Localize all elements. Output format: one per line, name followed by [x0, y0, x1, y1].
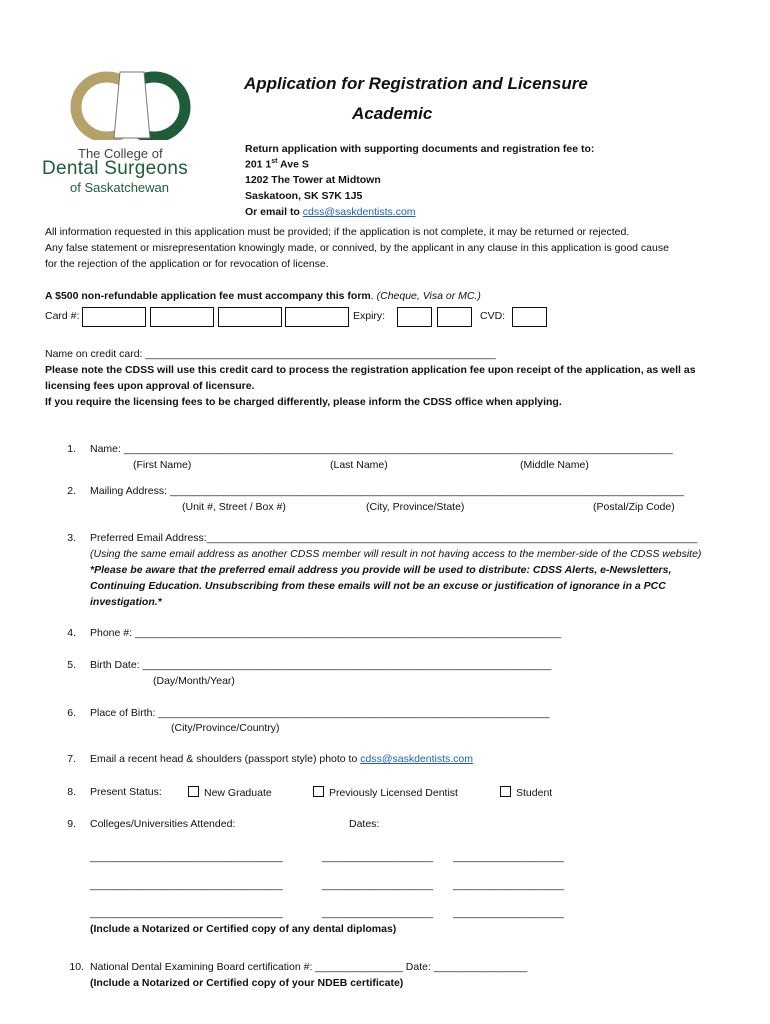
date-from-blank-2[interactable]: ___________________ — [322, 879, 433, 891]
place-of-birth-hint: (City/Province/Country) — [171, 722, 280, 734]
first-name-hint: (First Name) — [133, 459, 192, 471]
college-blank-2[interactable]: _________________________________ — [90, 879, 283, 891]
postal-code-hint: (Postal/Zip Code) — [593, 501, 675, 513]
colleges-label: Colleges/Universities Attended: — [90, 818, 236, 830]
fee-methods: (Cheque, Visa or MC.) — [376, 290, 481, 302]
preferred-email-field[interactable]: Preferred Email Address:____________________________________________________________________________________ — [90, 532, 698, 544]
credit-card-note-2: licensing fees upon approval of licensure. — [45, 380, 255, 392]
status-new-graduate[interactable] — [188, 786, 272, 799]
address-line-1-suffix: Ave S — [277, 158, 309, 171]
item-number-5: 5. — [67, 659, 76, 671]
college-blank-1[interactable]: _________________________________ — [90, 851, 283, 863]
intro-line-3: for the rejection of the application or for revocation of license. — [45, 258, 329, 270]
card-number-box-2[interactable] — [150, 307, 214, 327]
place-of-birth-field[interactable]: Place of Birth: ___________________________________________________________________ — [90, 707, 550, 719]
ndeb-certification-field[interactable]: National Dental Examining Board certification #: _______________ Date: ________________ — [90, 961, 528, 973]
birth-date-format-hint: (Day/Month/Year) — [153, 675, 235, 687]
status-student[interactable] — [500, 786, 552, 799]
fee-bold: A $500 non-refundable application fee must accompany this form — [45, 290, 371, 302]
card-label: Card #: — [45, 310, 80, 322]
item-number-9: 9. — [67, 818, 76, 830]
item-number-4: 4. — [67, 627, 76, 639]
logo-line3: of Saskatchewan — [70, 180, 170, 195]
address-line-1 — [245, 158, 309, 171]
city-province-hint: (City, Province/State) — [366, 501, 465, 513]
logo-line2: Dental Surgeons — [42, 158, 189, 179]
item-number-10: 10. — [69, 961, 84, 973]
address-line-2: 1202 The Tower at Midtown — [245, 174, 381, 186]
unit-street-hint: (Unit #, Street / Box #) — [182, 501, 286, 513]
item-number-1: 1. — [67, 443, 76, 455]
birth-date-field[interactable]: Birth Date: ______________________________________________________________________ — [90, 659, 552, 671]
item-number-6: 6. — [67, 707, 76, 719]
date-to-blank-3[interactable]: ___________________ — [453, 907, 564, 919]
intro-line-1: All information requested in this application must be provided; if the application is not complete, it may be returned or rejected. — [45, 226, 630, 238]
cvd-box[interactable] — [512, 307, 547, 327]
card-number-box-3[interactable] — [218, 307, 282, 327]
phone-field[interactable]: Phone #: _________________________________________________________________________ — [90, 627, 562, 639]
photo-instruction-text: Email a recent head & shoulders (passport style) photo to — [90, 753, 361, 765]
last-name-hint: (Last Name) — [330, 459, 388, 471]
logo-emblem — [70, 70, 192, 140]
credit-card-note-3: If you require the licensing fees to be charged differently, please inform the CDSS office when applying. — [45, 396, 562, 408]
new-graduate-label: New Graduate — [204, 787, 272, 799]
address-line-1-sup: st — [271, 158, 278, 165]
college-blank-3[interactable]: _________________________________ — [90, 907, 283, 919]
email-line — [245, 206, 416, 218]
name-on-card-field[interactable]: Name on credit card: ____________________________________________________________ — [45, 348, 496, 360]
email-note-2: *Please be aware that the preferred email address you provide will be used to distribute: CDSS Alerts, e-Newsletters, — [90, 564, 672, 576]
previously-licensed-label: Previously Licensed Dentist — [329, 787, 458, 799]
photo-instruction — [90, 753, 473, 765]
date-to-blank-2[interactable]: ___________________ — [453, 879, 564, 891]
card-number-box-1[interactable] — [82, 307, 146, 327]
expiry-month-box[interactable] — [397, 307, 432, 327]
ndeb-note: (Include a Notarized or Certified copy of your NDEB certificate) — [90, 977, 404, 989]
name-field[interactable]: Name: ______________________________________________________________________________________________ — [90, 443, 673, 455]
new-graduate-checkbox[interactable] — [188, 786, 199, 797]
card-number-box-4[interactable] — [285, 307, 349, 327]
email-note-4: investigation.* — [90, 596, 162, 608]
intro-line-2: Any false statement or misrepresentation knowingly made, or connived, by the applicant in any clause in this application is good cause — [45, 242, 669, 254]
email-link[interactable]: cdss@saskdentists.com — [302, 206, 416, 218]
email-note-3: Continuing Education. Unsubscribing from these emails will not be an excuse or justification of ignorance in a PCC — [90, 580, 666, 592]
expiry-label: Expiry: — [353, 310, 386, 322]
photo-email-link[interactable]: cdss@saskdentists.com — [360, 753, 474, 765]
cvd-label: CVD: — [480, 310, 506, 322]
address-line-3: Saskatoon, SK S7K 1J5 — [245, 190, 363, 202]
email-note-1: (Using the same email address as another CDSS member will result in not having access to the member-side of the CDSS website) — [90, 548, 702, 560]
mailing-address-field[interactable]: Mailing Address: ________________________________________________________________________________________ — [90, 485, 684, 497]
form-subtitle: Academic — [352, 104, 433, 123]
dates-label: Dates: — [349, 818, 380, 830]
middle-name-hint: (Middle Name) — [520, 459, 589, 471]
date-from-blank-3[interactable]: ___________________ — [322, 907, 433, 919]
item-number-3: 3. — [67, 532, 76, 544]
student-label: Student — [516, 787, 553, 799]
diploma-note: (Include a Notarized or Certified copy of any dental diplomas) — [90, 923, 397, 935]
logo-line1: The College of — [78, 146, 163, 161]
expiry-year-box[interactable] — [437, 307, 472, 327]
student-checkbox[interactable] — [500, 786, 511, 797]
item-number-2: 2. — [67, 485, 76, 497]
credit-card-note-1: Please note the CDSS will use this credit card to process the registration application fee upon receipt of the application, as well as — [45, 364, 696, 376]
fee-statement — [45, 290, 481, 302]
item-number-7: 7. — [67, 753, 76, 765]
fee-period: . — [370, 290, 377, 302]
date-to-blank-1[interactable]: ___________________ — [453, 851, 564, 863]
item-number-8: 8. — [67, 786, 76, 798]
return-instructions: Return application with supporting documents and registration fee to: — [245, 143, 595, 155]
previously-licensed-checkbox[interactable] — [313, 786, 324, 797]
present-status-label: Present Status: — [90, 786, 162, 798]
email-prefix: Or email to — [245, 206, 303, 218]
address-line-1-prefix: 201 1 — [245, 158, 272, 171]
status-previously-licensed[interactable] — [313, 786, 458, 799]
form-title: Application for Registration and Licensure — [244, 74, 588, 93]
date-from-blank-1[interactable]: ___________________ — [322, 851, 433, 863]
